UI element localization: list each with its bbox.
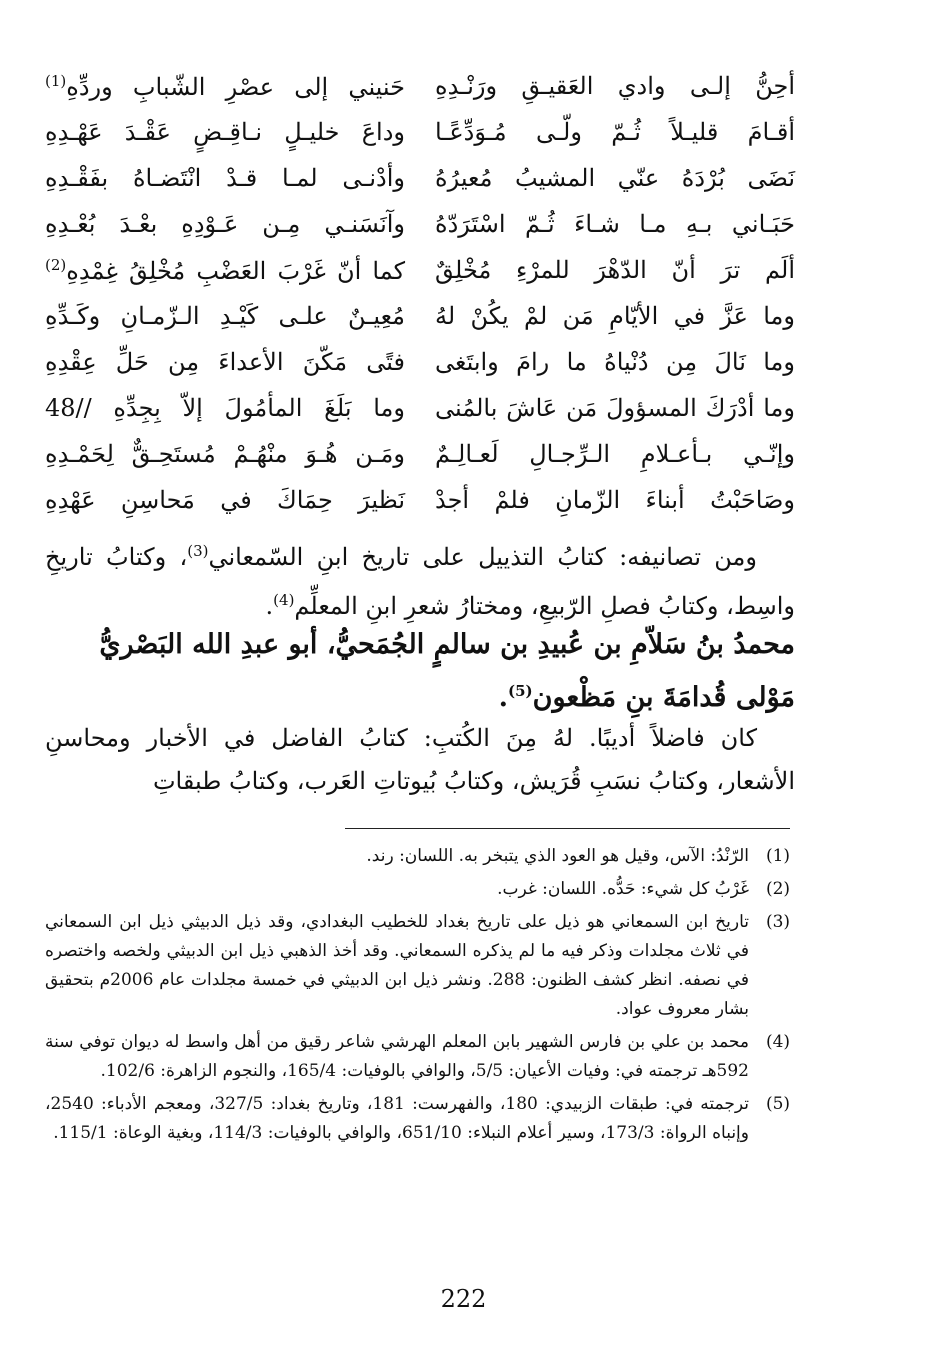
verse-line — [45, 486, 795, 528]
footnote-number: (1) — [765, 846, 791, 866]
footnote-marker: (2) — [45, 256, 67, 274]
period: . — [498, 682, 508, 713]
footnote-separator — [345, 828, 790, 829]
period: . — [265, 592, 274, 620]
biography-paragraph: كان فاضلاً أديبًا. لهُ مِنَ الكُتبِ: كتابُ الفاضل في الأخبار ومحاسنِ الأشعار، وكتابُ نسَبِ قُرَيش، وكتابُ بُيوتاتِ العَرب، وكتابُ طبقاتِ — [45, 724, 795, 795]
heading-line: محمدُ بنُ سَلاّمِ بن عُبيدِ بن سالمٍ الجُمَحيُّ، أبو عبدِ الله البَصْريُّ — [99, 629, 795, 660]
footnote-text: تاريخ ابن السمعاني هو ذيل على تاريخ بغداد للخطيب البغدادي، وقد ذيل الدبيثي ذيل ابن السمعاني في ثلاث مجلدات وذكر فيه ما لم يذكره السمعاني. وقد أخذ الذهبي ذيل ابن الدبيثي ولخصه واختصره في نصفه. انظر كشف الظنون: 288. ونشر ذيل ابن الدبيثي في خمسة مجلدات عام 2006م بتحقيق بشار معروف عواد. — [45, 912, 750, 1019]
verse-second-half: مُعِيـنٌ علـى كَيْـدِ الـزّمـانِ وكَـدِّهِ — [45, 302, 405, 330]
verse-text: كما أنّ غَرْبَ العَضْبِ مُخْلِقُ غِمْدِهِ — [66, 257, 405, 285]
verse-second-half: ومَـن هُـوَ منْهُـمْ مُستَحِـقٌّ لِحَمْـدِهِ — [45, 440, 405, 468]
footnote-number: (3) — [765, 912, 791, 932]
verse-first-half: وما عَزَّ في الأيّامِ مَن لمْ يكُنْ لهُ — [435, 302, 795, 330]
biography-heading — [45, 622, 795, 721]
verse-first-half: نَضَى بُرْدَهُ عنّي المشيبُ مُعيرُهُ — [435, 164, 795, 192]
footnote — [45, 875, 795, 904]
verse-first-half: وما نَالَ مِن دُنْياهُ ما رامَ وابتَغى — [435, 348, 795, 376]
verse-first-half: أقـامَ قليـلاً ثُـمّ ولّـى مُـوَدِّعًـا — [435, 118, 795, 146]
verse-second-half: فتًى مَكّنَ الأعداءَ مِن حَلِّ عِقْدِهِ — [45, 348, 405, 376]
verse-first-half: وصَاحَبْتُ أبناءَ الزّمانِ فلمْ أجدْ — [435, 486, 795, 514]
footnote-marker: (1) — [45, 72, 67, 90]
verse-first-half: وإنّـي بـأعـلامِ الـرِّجـالِ لَعـالِـمٌ — [435, 440, 795, 468]
footnote — [45, 908, 795, 1024]
verse-line — [45, 72, 795, 114]
verse-first-half: أحِنُّ إلـى وادي العَقيـقِ ورَنْـدِهِ — [435, 72, 795, 100]
works-paragraph — [45, 530, 795, 628]
footnote-number: (2) — [765, 879, 791, 899]
footnote-marker: (3) — [187, 542, 209, 560]
verse-line — [45, 440, 795, 482]
heading-text: مَوْلى قُدامَةَ بنِ مَظْعون — [532, 682, 795, 713]
book-page — [45, 62, 795, 1143]
verse-line — [45, 256, 795, 298]
footnote-number: (5) — [765, 1094, 791, 1114]
footnote-text: الرّنْدُ: الآس، وقيل هو العود الذي يتبخر به. اللسان: رند. — [366, 846, 749, 866]
footnote — [45, 842, 795, 871]
works-text: ، وكتابُ تاريخِ واسِط، وكتابُ فصلِ الرّبيعِ، ومختارُ شعرِ ابنِ المعلِّم — [45, 543, 795, 620]
verse-second-half — [45, 72, 405, 101]
footnote-text: ترجمته في: طبقات الزبيدي: 180، والفهرست: 181، وتاريخ بغداد: 327/5، ومعجم الأدباء: 2540، وإنباه الرواة: 173/3، وسير أعلام النبلاء: 651/10، والوافي بالوفيات: 114/3، وبغية الوعاة: 115/1. — [45, 1094, 749, 1143]
verse-text: حَنيني إلى عصْرِ الشّبابِ وردِّهِ — [66, 73, 405, 101]
verse-line — [45, 302, 795, 344]
footnote — [45, 1028, 795, 1086]
footnote-marker: (4) — [273, 591, 295, 609]
verse-line — [45, 394, 795, 436]
verse-first-half: حَبَـاني بـهِ مـا شـاءَ ثُـمّ اسْتَرَدّهُ — [435, 210, 795, 238]
heading-line — [45, 668, 795, 721]
footnote-number: (4) — [765, 1032, 791, 1052]
footnote-text: محمد بن علي بن فارس الشهير بابن المعلم الهرشي شاعر رقيق من أهل واسط له ديوان توفي سنة 592هـ ترجمته في: وفيات الأعيان: 5/5، والوافي بالوفيات: 165/4، والنجوم الزاهرة: 102/6. — [45, 1032, 749, 1081]
footnotes — [45, 842, 795, 1152]
verse-first-half: ألَم ترَ أنّ الدّهْرَ للمرْءِ مُخْلِقٌ — [435, 256, 795, 284]
verse-second-half: وما بَلَغَ المأمُولَ إلاّ بِجِدِّهِ //48 — [45, 394, 405, 422]
verse-line — [45, 210, 795, 252]
footnote-marker: (5) — [508, 682, 533, 700]
footnote-text: غَرْبُ كل شيء: حَدُّه. اللسان: غرب. — [497, 879, 749, 899]
page-number: 222 — [440, 1285, 487, 1313]
verse-line — [45, 118, 795, 160]
verse-second-half: وآنَسَنـي مِـن عَـوْدِهِ بعْـدَ بُعْـدِهِ — [45, 210, 405, 238]
verse-line — [45, 348, 795, 390]
verse-second-half: وأدْنـى لمـا قـدْ انْتَضـاهُ بفَقْـدِهِ — [45, 164, 405, 192]
verse-second-half: نَظيرَ حِمَاكَ في مَحاسِنِ عَهْدِهِ — [45, 486, 405, 514]
verse-second-half — [45, 256, 405, 285]
verse-second-half: وداعَ خليـلٍ نـاقِـضٍ عَقْـدَ عَهْـدِهِ — [45, 118, 405, 146]
works-text: ومن تصانيفه: كتابُ التذييل على تاريخ ابنِ السّمعاني — [208, 543, 757, 571]
footnote — [45, 1090, 795, 1148]
verse-first-half: وما أدْرَكَ المسؤولَ مَن عَاشَ بالمُنى — [435, 394, 795, 422]
poem — [45, 62, 795, 524]
verse-line — [45, 164, 795, 206]
